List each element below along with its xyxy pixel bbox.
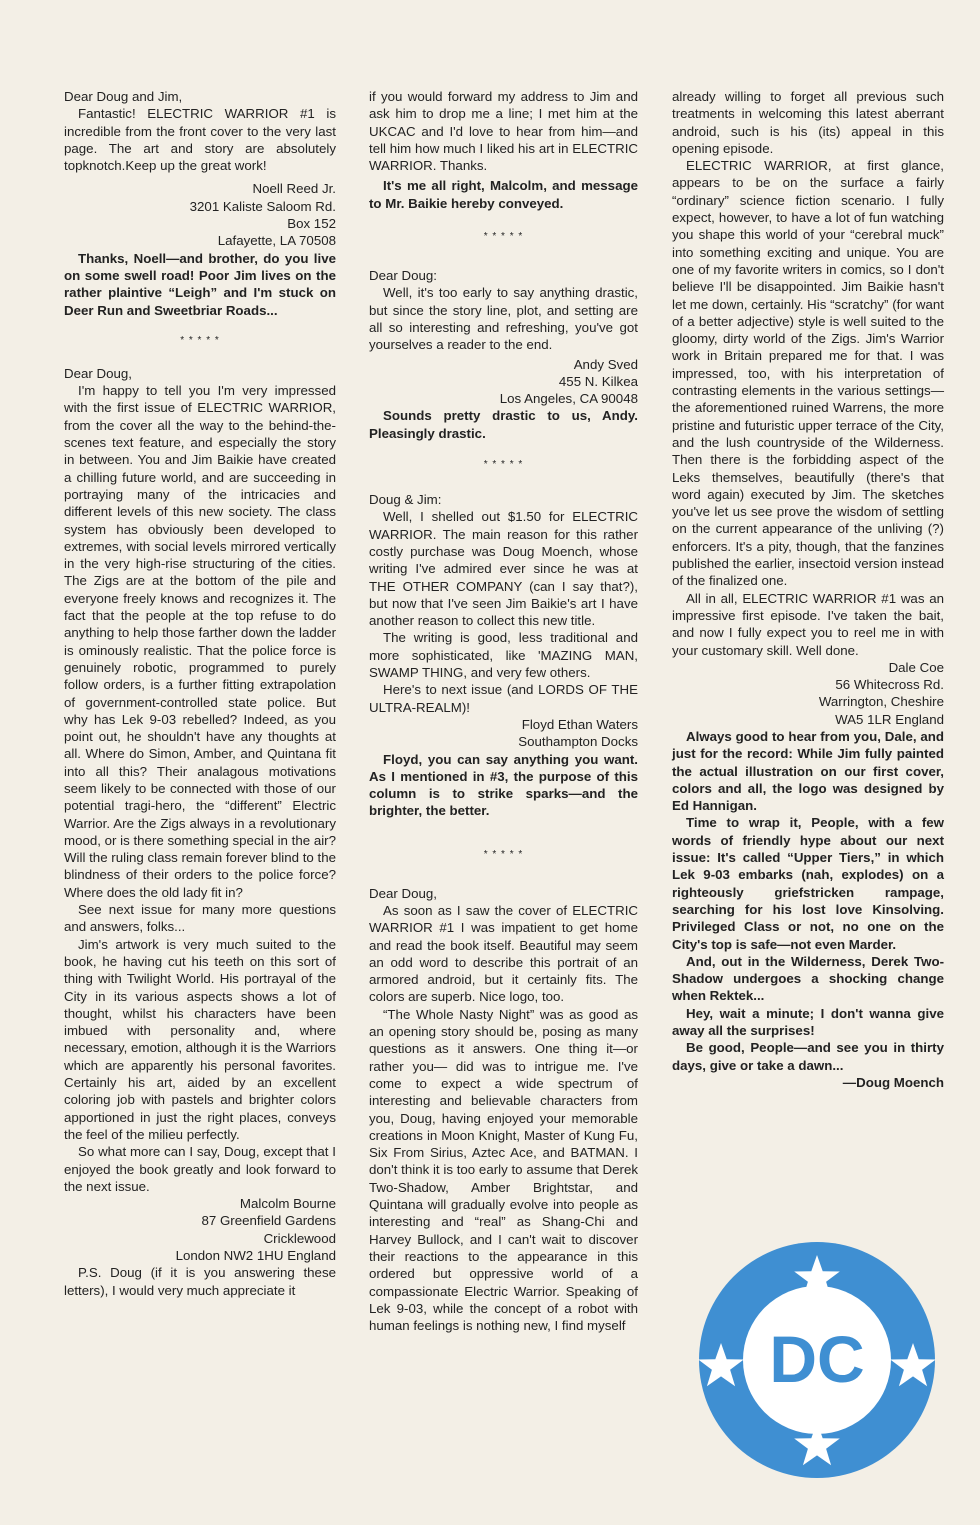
editor-response: Be good, People—and see you in thirty days, give or take a dawn... [672, 1040, 944, 1073]
signature-line: 87 Greenfield Gardens [201, 1213, 336, 1229]
letter-paragraph: I'm happy to tell you I'm very impressed with the first issue of ELECTRIC WARRIOR, from the cover all the way to the behind-the-scenes text feature, and especially the story in between. You and Jim Baikie have created a chilling future world, and are succeeding in portraying many of the intricacies and different levels of this new society. The class system has obviously been developed to extremes, with social levels mirrored vertically in the very high-rise structuring of the cities. The Zigs are at the bottom of the pile and everyone freely knows and recognizes it. The fact that the people at the top refuse to do anything to help those farther down the ladder is ominously realistic. That the police force is genuinely robotic, programmed to purely follow orders, is a further fitting extrapolation of government-controlled state police. But why has Lek 9-03 rebelled? Indeed, as you point out, he shouldn't have any thoughts at all. Where do Simon, Amber, and Quintana fit into all this? Their analagous motivations seem likely to be connected with those of our potential tragi-hero, the “different” Electric Warrior. Are the Zigs always in a revolutionary mood, or is there something special in the air? Will the ruling class remain forever blind to the blindness of their orders to the police force? Where does the old lady fit in? [64, 383, 336, 900]
letter-salutation: Doug & Jim: [369, 492, 442, 508]
editor-signoff: —Doug Moench [842, 1074, 944, 1090]
signature-line: 3201 Kaliste Saloom Rd. [189, 198, 336, 214]
letter-signature [369, 356, 638, 408]
signature-line: Dale Coe [888, 659, 944, 675]
letter-signature [672, 659, 944, 728]
letter-paragraph: Well, I shelled out $1.50 for ELECTRIC WARRIOR. The main reason for this rather costly purchase was Doug Moench, whose writing I've admired ever since he was at THE OTHER COMPANY (can I say that?), but now that I've seen Jim Baikie's art I have another reason to collect this new title. [369, 509, 638, 629]
separator: * * * * * [483, 459, 524, 471]
letter-paragraph: ELECTRIC WARRIOR, at first glance, appears to be on the surface a fairly “ordinary” science fiction scenario. I fully expect, however, to have a lot of fun watching you shape this world of your “cerebral muck” into something exciting and unique. You are one of my favorite writers in comics, so I don't believe I'll be disappointed. Jim Baikie hasn't let me down, certainly. His “scratchy” (for want of a better adjective) style is well suited to the gloomy, dirty world of the Zigs. Jim's Warrior work in Britain prepared me for that. I was impressed, too, with his interpretation of contrasting elements in the various settings—the aforementioned ruined Warrens, the more pristine and futuristic upper terrace of the City, and the lush countryside of the Wilderness. Then there is the forbidding aspect of the Leks themselves, beautifully (there's that word again) executed by Jim. The sketches you've let us see prove the wisdom of settling on the current appearance of the unliving (?) enforcers. It's a pity, though, that the fanzines published the earlier, insectoid version instead of the finalized one. [672, 158, 945, 589]
signature-line: Cricklewood [263, 1230, 336, 1246]
letter-paragraph: “The Whole Nasty Night” was as good as an opening story should be, posing as many questions as it answers. One thing it—or rather you— did was to intrigue me. I've come to expect a wide spectrum of interesting and believable characters from you, Doug, having enjoyed your memorable creations in Moon Knight, Master of Kung Fu, Six From Sirius, Aztec Ace, and BATMAN. I don't think it is too early to assume that Derek Two-Shadow, Amber Brightstar, and Quintana will gradually evolve into people as interesting and “real” as Shang-Chi and Harvey Bullock, and I can't wait to discover their reactions to the appearance in this ordered but oppressive world of a compassionate Electric Warrior. Speaking of Lek 9-03, while the concept of a robot with human feelings is nothing new, I find myself [369, 1006, 638, 1334]
signature-line: Floyd Ethan Waters [521, 716, 638, 732]
editor-response: Always good to hear from you, Dale, and just for the record: While Jim fully painted the actual illustration on our first cover, colors and all, the logo was designed by Ed Hannigan. [672, 728, 944, 814]
editor-response: And, out in the Wilderness, Derek Two-Shadow undergoes a shocking change when Rektek... [672, 953, 944, 1004]
separator: * * * * * [483, 848, 524, 860]
logo-text: DC [769, 1322, 865, 1396]
column-3 [672, 88, 944, 1091]
signature-line: Warrington, Cheshire [818, 694, 944, 710]
letter-paragraph: All in all, ELECTRIC WARRIOR #1 was an impressive first episode. I've taken the bait, and now I fully expect you to reel me in with your customary skill. Well done. [672, 590, 944, 658]
signature-line: Noell Reed Jr. [252, 181, 336, 197]
signature-line: Southampton Docks [518, 734, 638, 750]
letter-signature [64, 180, 336, 249]
editor-response: Floyd, you can say anything you want. As I mentioned in #3, the purpose of this column is to strike sparks—and the brighter, the better. [369, 751, 638, 819]
column-2 [369, 88, 638, 1334]
letter-paragraph: Fantastic! ELECTRIC WARRIOR #1 is incredible from the front cover to the very last page. The art and story are absolutely topknotch.Keep up the great work! [64, 106, 336, 174]
letter-salutation: Dear Doug, [369, 885, 437, 901]
letter-signature [369, 716, 638, 751]
letter-paragraph: See next issue for many more questions and answers, folks... [64, 902, 336, 935]
letter-signature [64, 1195, 336, 1264]
signature-line: WA5 1LR England [835, 711, 944, 727]
editor-response: It's me all right, Malcolm, and message to Mr. Baikie hereby conveyed. [369, 178, 638, 211]
editor-response: Hey, wait a minute; I don't wanna give away all the surprises! [672, 1005, 944, 1039]
letter-postscript: P.S. Doug (if it is you answering these letters), I would very much appreciate it [64, 1265, 336, 1298]
column-1 [64, 88, 336, 1299]
signature-line: Los Angeles, CA 90048 [499, 391, 638, 407]
letter-paragraph: The writing is good, less traditional and more sophisticated, like 'MAZING MAN, SWAMP THING, and very few others. [369, 630, 638, 681]
letter-paragraph: if you would forward my address to Jim and ask him to drop me a line; I met him at the UKCAC and I'd love to hear from him—and tell him how much I liked his art in ELECTRIC WARRIOR. Thanks. [369, 89, 638, 174]
signature-line: London NW2 1HU England [175, 1248, 336, 1263]
dc-bullet-logo [697, 1240, 937, 1480]
editor-response: Thanks, Noell—and brother, do you live on some swell road! Poor Jim lives on the rather plaintive “Leigh” and I'm stuck on Deer Run and Sweetbriar Roads... [64, 250, 336, 318]
editor-response: Time to wrap it, People, with a few words of friendly hype about our next issue: It's called “Upper Tiers,” in which Lek 9-03 embarks (nah, explodes) on a righteously griefstricken rampage, searching for his lost love Kinsolving. Privileged Class or not, no one on the City's top is safe—not even Marder. [672, 815, 944, 952]
signature-line: 56 Whitecross Rd. [835, 677, 944, 693]
signature-line: Lafayette, LA 70508 [217, 233, 336, 249]
signature-line: Box 152 [287, 216, 336, 232]
letter-paragraph: already willing to forget all previous such treatments in welcoming this latest aberrant android, such is his (its) appeal in this opening episode. [672, 89, 944, 156]
letter-paragraph: Jim's artwork is very much suited to the book, he having cut his teeth on this sort of thing with Twilight World. His portrayal of the City in its various aspects shows a lot of thought, whilst his characters have been imbued with personality and, where necessary, emotion, although it is the Warriors which are apparently his personal favorites. Certainly his art, aided by an excellent coloring job with pastels and brighter colors apportioned in just the right places, conveys the feel of the milieu perfectly. [64, 936, 336, 1142]
letter-salutation: Dear Doug, [64, 365, 132, 381]
signature-line: 455 N. Kilkea [558, 373, 638, 389]
letter-paragraph: So what more can I say, Doug, except that I enjoyed the book greatly and look forward to the next issue. [64, 1144, 336, 1194]
signature-line: Malcolm Bourne [239, 1196, 336, 1212]
separator: * * * * * [180, 334, 220, 346]
signature-line: Andy Sved [573, 356, 638, 372]
letter-paragraph: As soon as I saw the cover of ELECTRIC WARRIOR #1 I was impatient to get home and read the book itself. Beautiful may seem an odd word to describe this portrait of an armored android, but it certainly fits. The colors are superb. Nice logo, too. [369, 902, 638, 1005]
letter-salutation: Dear Doug and Jim, [64, 89, 183, 104]
editor-response: Sounds pretty drastic to us, Andy. Pleasingly drastic. [369, 408, 638, 441]
separator: * * * * * [483, 231, 524, 243]
letter-paragraph: Here's to next issue (and LORDS OF THE ULTRA-REALM)! [369, 682, 638, 715]
letter-salutation: Dear Doug: [369, 268, 437, 284]
letter-paragraph: Well, it's too early to say anything drastic, but since the story line, plot, and setting are all so interesting and refreshing, you've got yourselves a reader to the end. [369, 285, 638, 353]
